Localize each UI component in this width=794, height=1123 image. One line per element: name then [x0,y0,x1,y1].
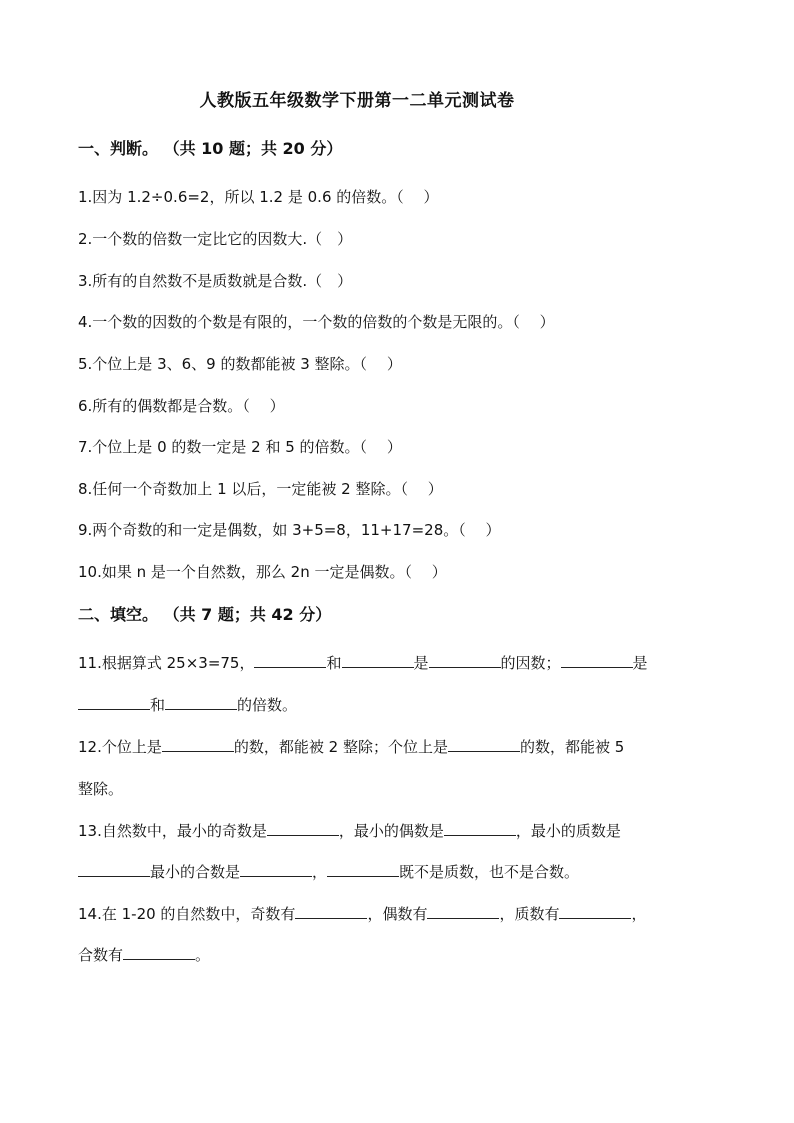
fill-text: 既不是质数，也不是合数。 [399,863,580,881]
answer-blank[interactable] [123,945,195,960]
answer-blank[interactable] [254,653,326,668]
fill-text: 的数，都能被 2 整除；个位上是 [233,738,448,756]
fill-question-13-line2 [78,861,579,882]
fill-text: 。 [195,946,211,964]
answer-blank[interactable] [342,653,414,668]
fill-text: 12.个位上是 [78,738,162,756]
answer-blank[interactable] [448,737,520,752]
fill-text: ， [631,905,647,923]
fill-text: 14.在 1-20 的自然数中，奇数有 [78,905,296,923]
answer-blank[interactable] [165,695,237,710]
fill-text: 和 [150,696,166,714]
fill-question-12-line2 [78,778,123,799]
answer-blank[interactable] [162,737,234,752]
judge-question-4: 4.一个数的因数的个数是有限的，一个数的倍数的个数是无限的。（ ） [78,313,555,331]
fill-text: 的倍数。 [237,696,298,714]
judge-question-6: 6.所有的偶数都是合数。（ ） [78,397,285,415]
fill-text: ， [312,863,328,881]
answer-blank[interactable] [78,695,150,710]
judge-question-1: 1.因为 1.2÷0.6=2，所以 1.2 是 0.6 的倍数。（ ） [78,188,439,206]
page-title: 人教版五年级数学下册第一二单元测试卷 [199,91,515,111]
judge-question-5: 5.个位上是 3、6、9 的数都能被 3 整除。（ ） [78,355,402,373]
answer-blank[interactable] [429,653,501,668]
judge-question-9: 9.两个奇数的和一定是偶数，如 3+5=8，11+17=28。（ ） [78,521,501,539]
judge-question-3: 3.所有的自然数不是质数就是合数.（ ） [78,272,353,290]
fill-text: ，最小的质数是 [515,822,621,840]
section-heading-judge: 一、判断。 （共 10 题；共 20 分） [78,139,343,158]
fill-text: 合数有 [78,946,124,964]
section-heading-fill: 二、填空。 （共 7 题；共 42 分） [78,605,332,624]
fill-text: ，质数有 [499,905,560,923]
answer-blank[interactable] [561,653,633,668]
fill-text: 整除。 [78,780,124,798]
fill-text: 11.根据算式 25×3=75， [78,654,255,672]
fill-question-12-line1 [78,736,624,757]
fill-question-13-line1 [78,820,621,841]
fill-question-11-line1 [78,652,648,673]
fill-text: 是 [632,654,648,672]
answer-blank[interactable] [78,862,150,877]
fill-text: 的因数； [500,654,561,672]
fill-question-14-line2 [78,944,210,965]
answer-blank[interactable] [427,904,499,919]
fill-question-11-line2 [78,694,297,715]
answer-blank[interactable] [267,821,339,836]
fill-text: 是 [413,654,429,672]
fill-text: ，最小的偶数是 [338,822,444,840]
answer-blank[interactable] [327,862,399,877]
answer-blank[interactable] [559,904,631,919]
fill-text: 13.自然数中，最小的奇数是 [78,822,267,840]
fill-text: ，偶数有 [367,905,428,923]
fill-text: 和 [326,654,342,672]
fill-question-14-line1 [78,903,646,924]
answer-blank[interactable] [444,821,516,836]
judge-question-7: 7.个位上是 0 的数一定是 2 和 5 的倍数。（ ） [78,438,402,456]
judge-question-8: 8.任何一个奇数加上 1 以后，一定能被 2 整除。（ ） [78,480,443,498]
answer-blank[interactable] [240,862,312,877]
fill-text: 最小的合数是 [150,863,241,881]
fill-text: 的数，都能被 5 [519,738,625,756]
answer-blank[interactable] [295,904,367,919]
judge-question-2: 2.一个数的倍数一定比它的因数大.（ ） [78,230,353,248]
judge-question-10: 10.如果 n 是一个自然数，那么 2n 一定是偶数。（ ） [78,563,447,581]
